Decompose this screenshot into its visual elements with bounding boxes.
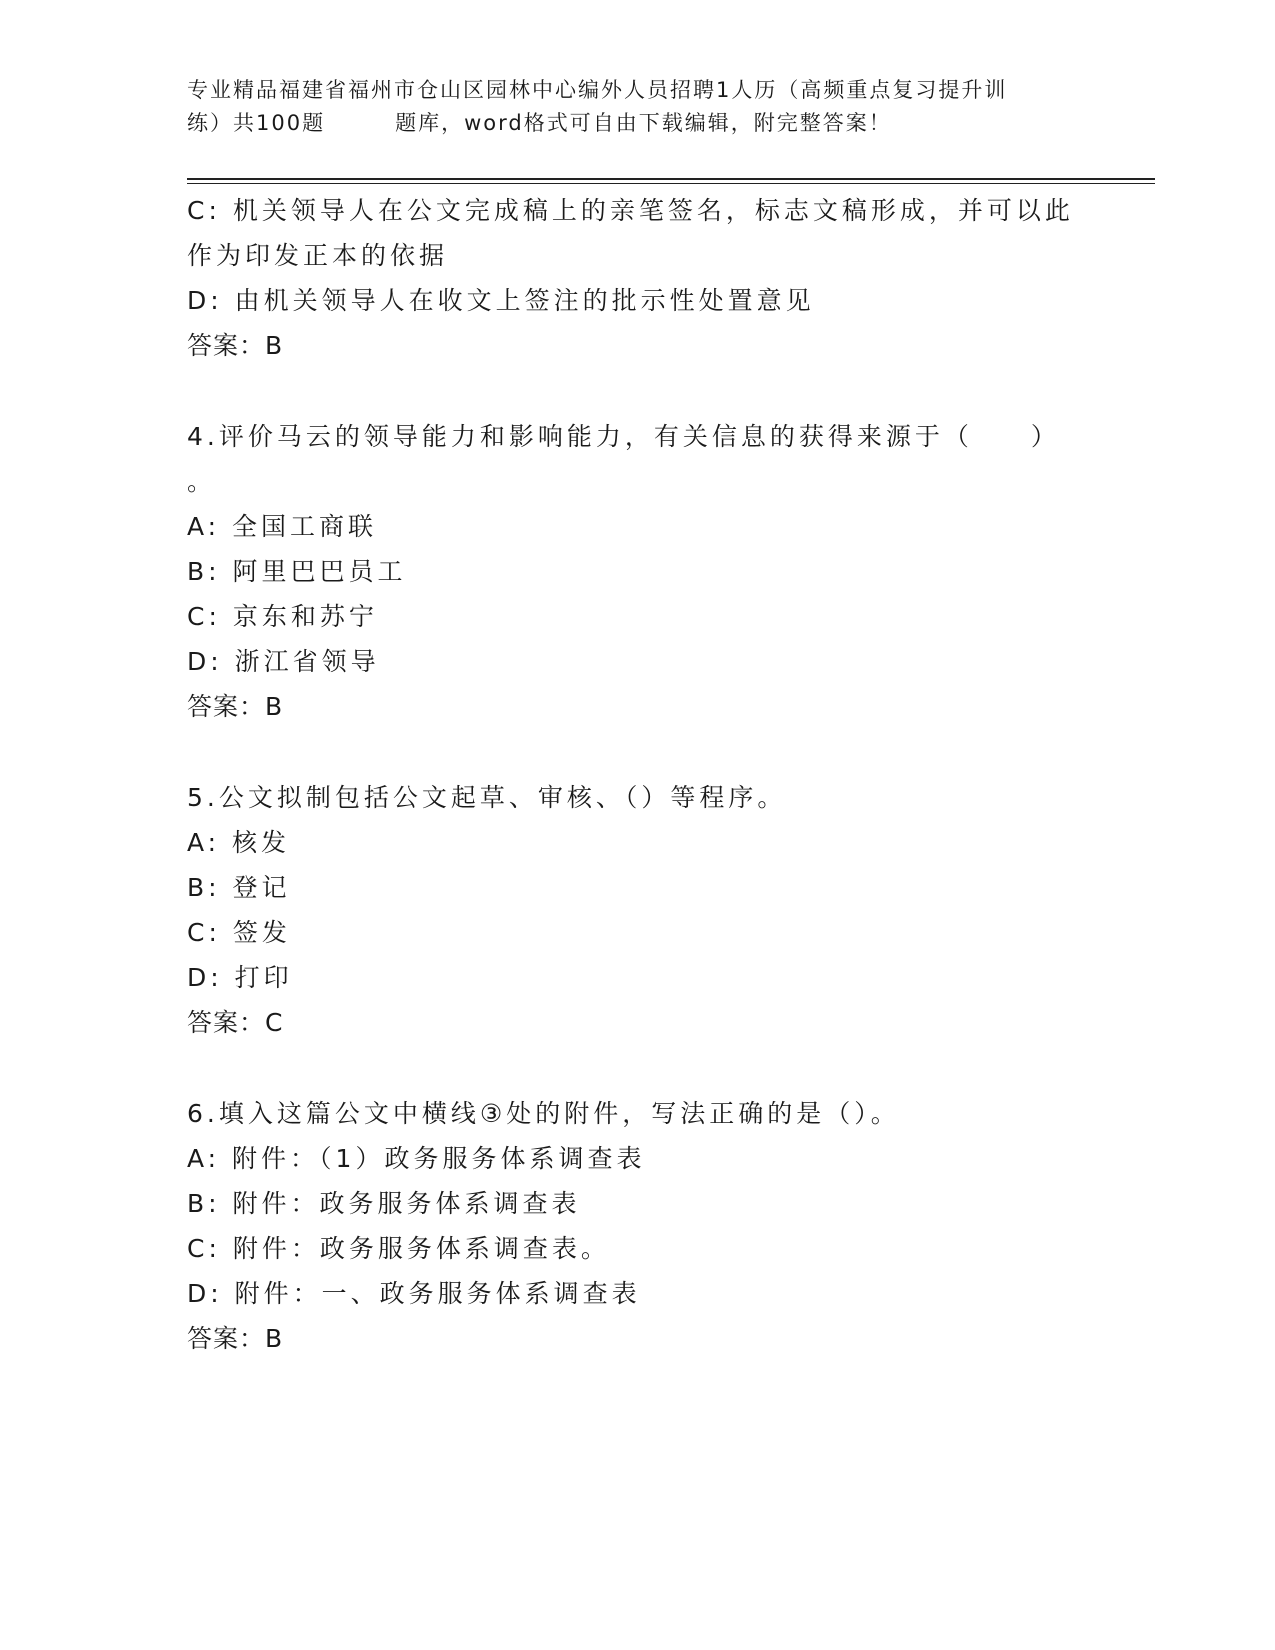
- q6-stem: 6.填入这篇公文中横线③处的附件，写法正确的是（）。: [187, 1099, 900, 1128]
- question-5: [187, 775, 1087, 1046]
- q4-option-b: B: 阿里巴巴员工: [187, 557, 407, 586]
- question-6: [187, 1091, 1087, 1362]
- q4-stem-line-1: 4.评价马云的领导能力和影响能力，有关信息的获得来源于（ ）: [187, 422, 1060, 451]
- q4-stem-line-2: 。: [187, 467, 217, 496]
- q5-option-b: B: 登记: [187, 873, 291, 902]
- q5-option-c: C: 签发: [187, 918, 291, 947]
- header-line-2-part-a: 练）共100题: [187, 111, 326, 135]
- question-content: [187, 188, 1087, 1362]
- q4-option-a: A: 全国工商联: [187, 512, 378, 541]
- header-line-1: 专业精品福建省福州市仓山区园林中心编外人员招聘1人历（高频重点复习提升训: [187, 78, 1008, 102]
- q4-option-d: D: 浙江省领导: [187, 647, 380, 676]
- q4-option-c: C: 京东和苏宁: [187, 602, 378, 631]
- document-header: [187, 74, 1087, 140]
- q3-option-d: D: 由机关领导人在收文上签注的批示性处置意见: [187, 286, 815, 315]
- q3-option-c-line-1: C: 机关领导人在公文完成稿上的亲笔签名，标志文稿形成，并可以此: [187, 196, 1074, 225]
- header-rule-thin: [187, 183, 1155, 184]
- q6-option-c: C: 附件：政务服务体系调查表。: [187, 1234, 610, 1263]
- question-spacer: [187, 369, 1087, 414]
- header-line-2: [187, 107, 1087, 140]
- q4-answer: 答案：B: [187, 692, 284, 721]
- q5-answer: 答案：C: [187, 1008, 284, 1037]
- q3-answer: 答案：B: [187, 331, 284, 360]
- question-spacer: [187, 730, 1087, 775]
- question-4: [187, 414, 1087, 730]
- q6-option-b: B: 附件：政务服务体系调查表: [187, 1189, 581, 1218]
- q3-option-c-line-2: 作为印发正本的依据: [187, 241, 449, 270]
- q6-option-a: A: 附件：（1）政务服务体系调查表: [187, 1144, 646, 1173]
- header-line-2-part-b: 题库，word格式可自由下载编辑，附完整答案！: [395, 111, 892, 135]
- header-rule-thick: [187, 178, 1155, 180]
- question-spacer: [187, 1046, 1087, 1091]
- q5-option-a: A: 核发: [187, 828, 291, 857]
- q5-stem: 5.公文拟制包括公文起草、审核、（）等程序。: [187, 783, 787, 812]
- q6-answer: 答案：B: [187, 1324, 284, 1353]
- q6-option-d: D: 附件：一、政务服务体系调查表: [187, 1279, 641, 1308]
- q5-option-d: D: 打印: [187, 963, 293, 992]
- question-3-continued: [187, 188, 1087, 369]
